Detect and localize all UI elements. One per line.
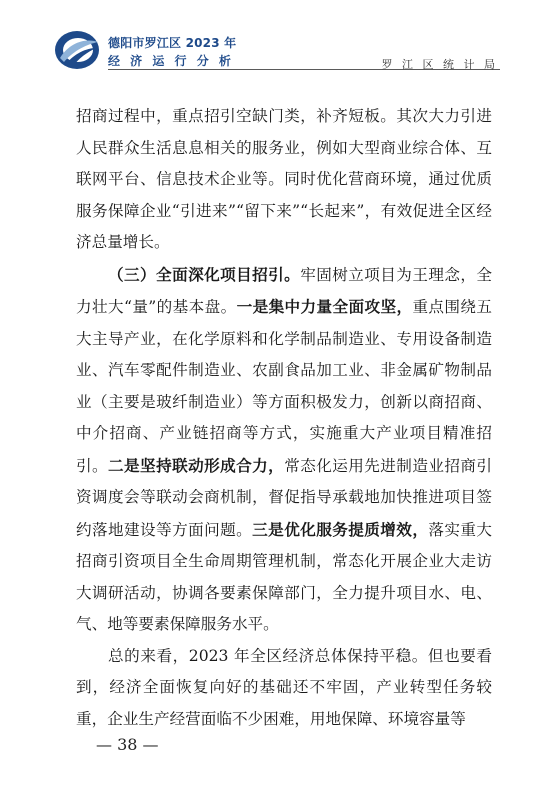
page-number: — 38 —	[96, 735, 159, 754]
document-body	[76, 101, 492, 735]
paragraph-2	[76, 259, 492, 641]
statistics-logo-icon	[52, 24, 102, 74]
header-title: 德阳市罗江区 2023 年	[108, 36, 237, 50]
paragraph-1: 招商过程中，重点招引空缺门类，补齐短板。其次大力引进人民群众生活息息相关的服务业，例如大型商业综合体、互联网平台、信息技术企业等。同时优化营商环境，通过优质服务保障企业“引进来”“留下来”“长起来”，有效促进全区经济总量增长。	[76, 107, 492, 251]
paragraph-2-text-4: 落实重大招商引资项目全生命周期管理机制，常态化开展企业大走访大调研活动，协调各要素保障部门，全力提升项目水、电、气、地等要素保障服务水平。	[76, 520, 492, 633]
point-1-bold: 一是集中力量全面攻坚，	[236, 297, 413, 316]
point-2-bold: 二是坚持联动形成合力，	[108, 455, 285, 475]
paragraph-2-text-2: 重点围绕五大主导产业，在化学原料和化学制品制造业、专用设备制造业、汽车零配件制造业、农副食品加工业、非金属矿物制品业（主要是玻纤制造业）等方面积极发力，创新以商招商、中介招商、产业链招商等方式，实施重大产业项目精准招引。	[76, 298, 492, 475]
section-heading: （三）全面深化项目招引。	[108, 264, 301, 284]
point-3-bold: 三是优化服务提质增效，	[252, 519, 429, 539]
header-organization: 罗 江 区 统 计 局	[381, 58, 498, 71]
paragraph-2-text-3: 常态化运用先进制造业招商引资调度会等联动会商机制，督促指导承载地加快推进项目签约落地建设等方面问题。	[76, 456, 492, 539]
page-header	[0, 0, 560, 80]
header-subtitle: 经 济 运 行 分 析	[108, 54, 234, 68]
paragraph-2-text-1: 牢固树立项目为王理念，全力壮大“量”的基本盘。	[76, 265, 492, 316]
paragraph-3: 总的来看，2023 年全区经济总体保持平稳。但也要看到，经济全面恢复向好的基础还不牢固，产业转型任务较重，企业生产经营面临不少困难，用地保障、环境容量等	[76, 646, 492, 728]
